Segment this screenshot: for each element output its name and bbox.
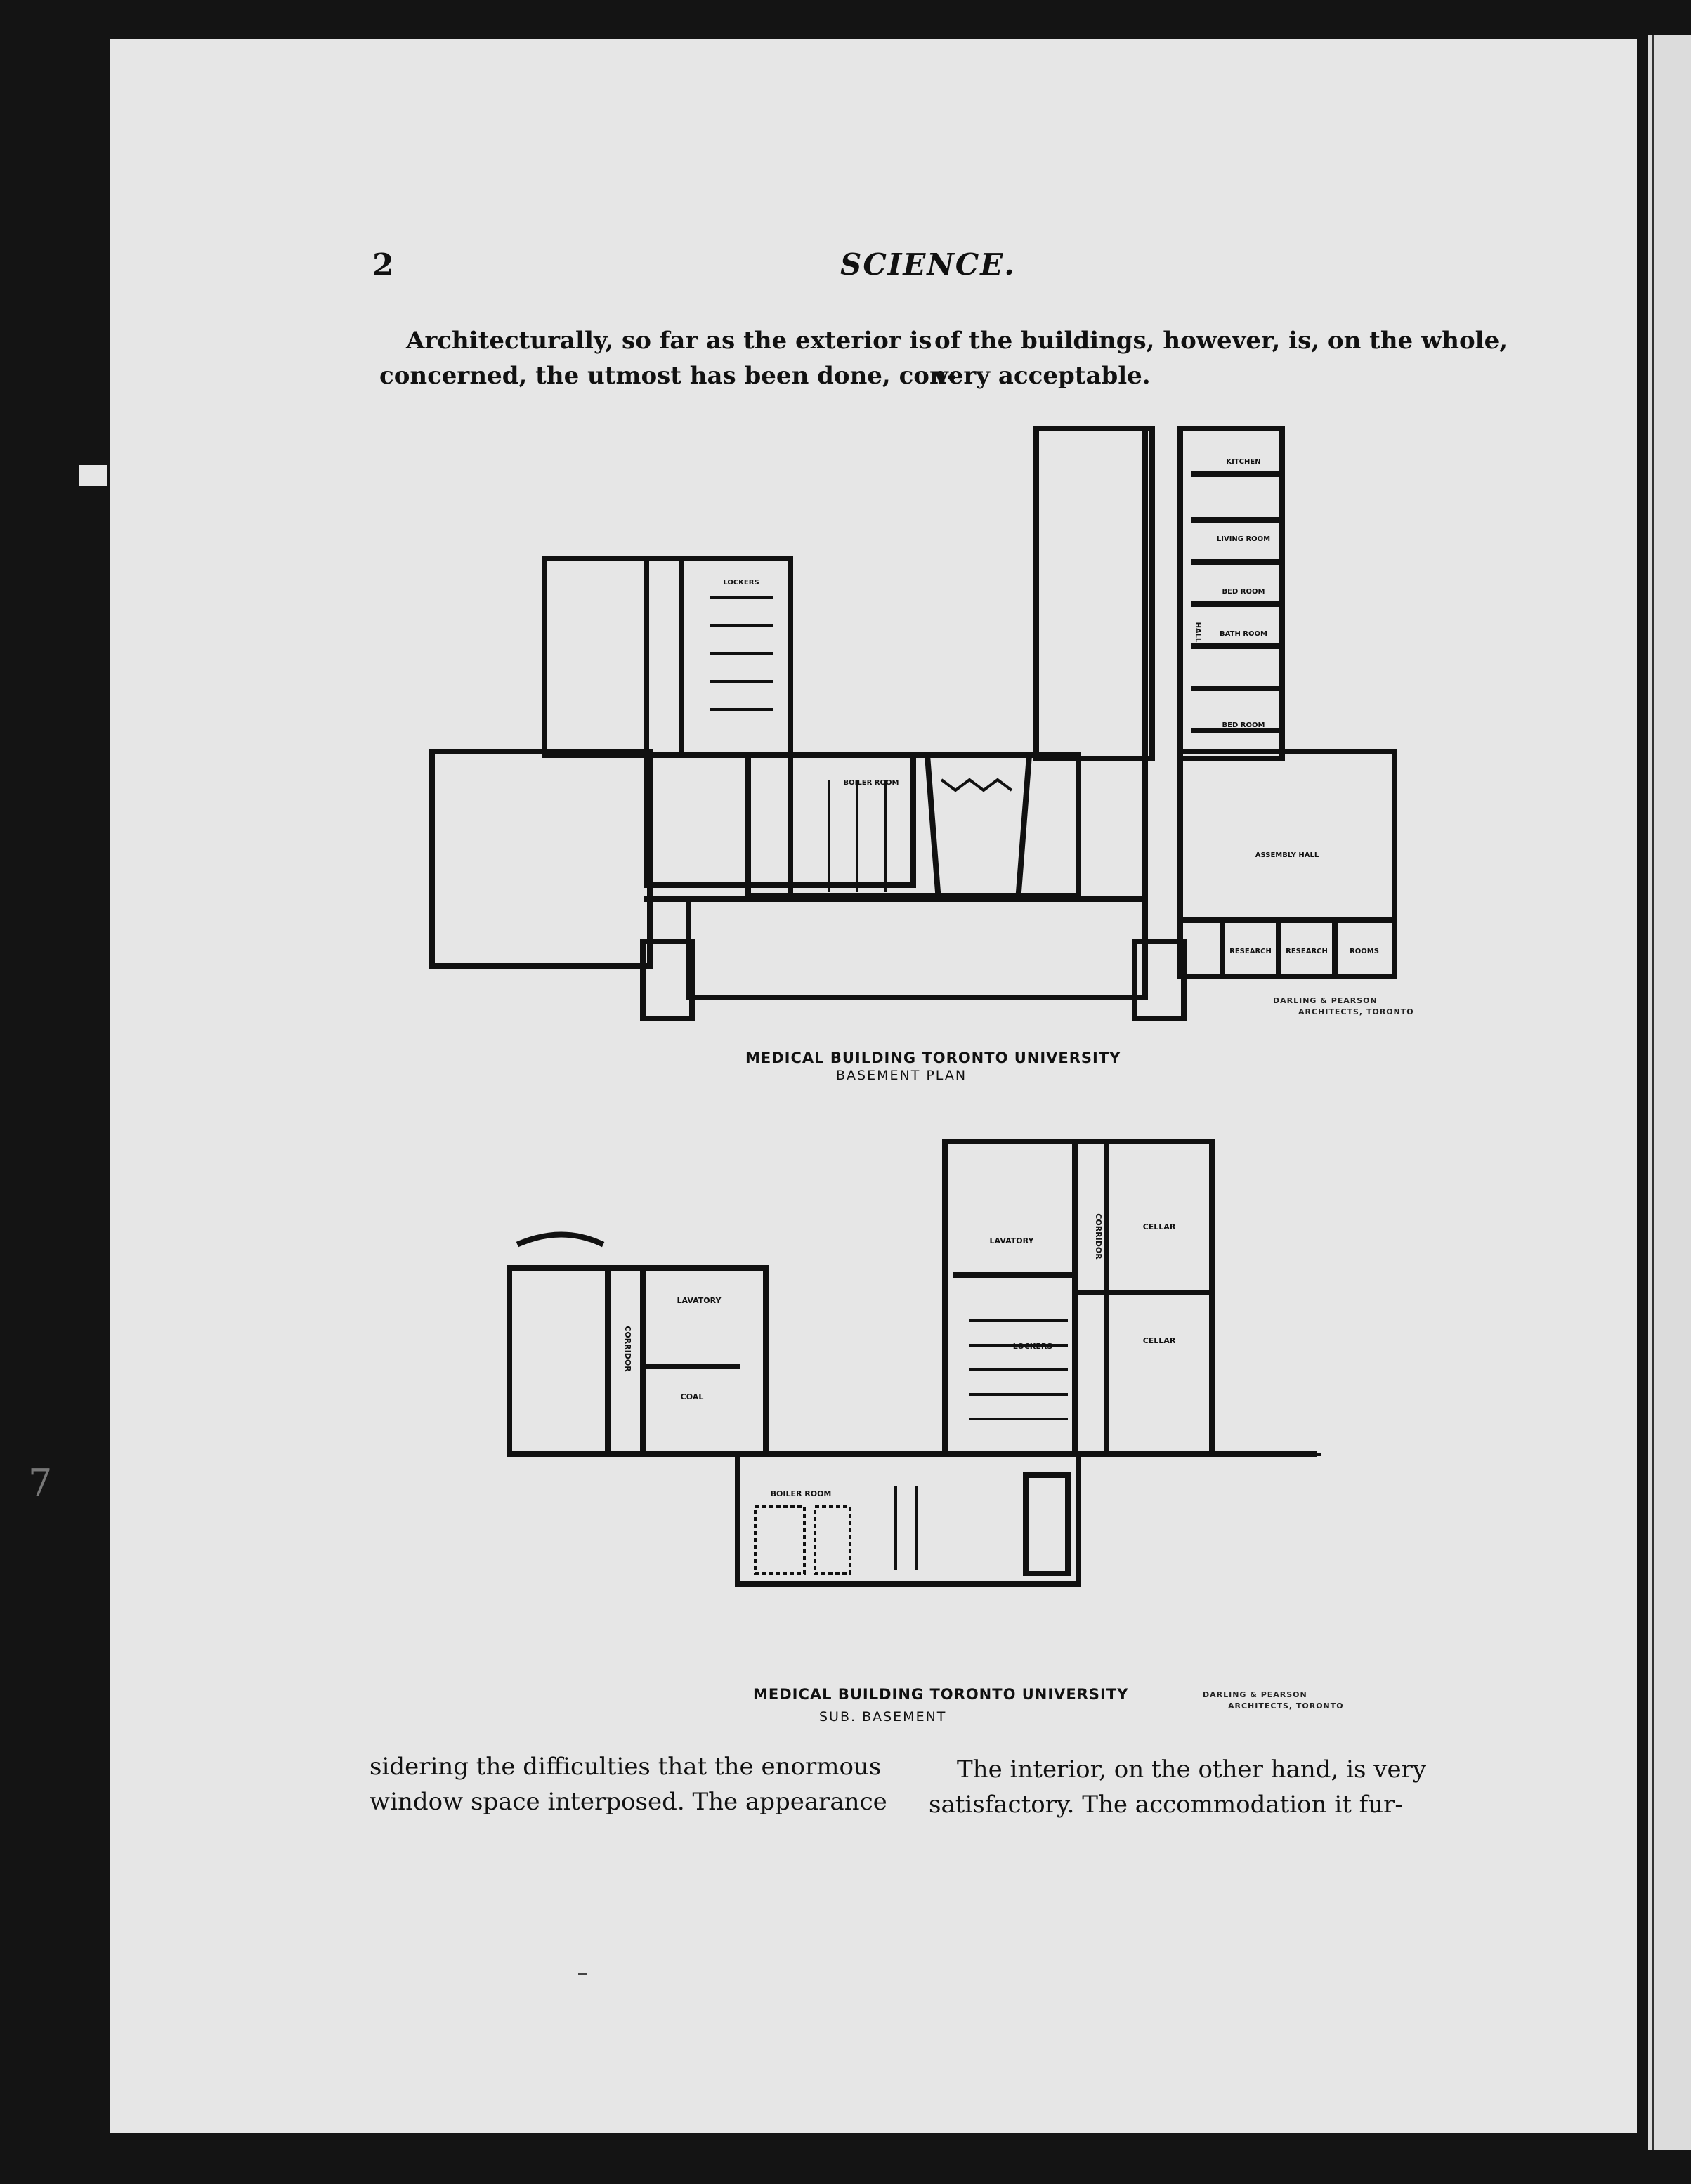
plan-label-coal: COAL (680, 1392, 704, 1401)
plan-label-lockers: LOCKERS (1012, 1342, 1053, 1351)
closing-right-line: The interior, on the other hand, is very (957, 1755, 1427, 1784)
intro-left-column (379, 323, 957, 393)
page-tab-mark (79, 465, 107, 486)
plan-label-cellar: CELLAR (1142, 1222, 1176, 1231)
plan-label-cellar: CELLAR (1142, 1336, 1176, 1345)
plan-label-boiler-room: BOILER ROOM (770, 1489, 832, 1498)
intro-left-line: concerned, the utmost has been done, con- (379, 362, 957, 390)
running-head: SCIENCE. (840, 247, 1016, 282)
plan-label-boiler-room: BOILER ROOM (843, 779, 899, 787)
closing-left-line: window space interposed. The appearance (370, 1788, 887, 1816)
sub-basement-floor-plan (478, 1117, 1335, 1609)
plan-label-living-room: LIVING ROOM (1216, 535, 1271, 543)
closing-right-column (929, 1752, 1426, 1822)
plan-label-kitchen: KITCHEN (1226, 458, 1261, 466)
margin-mark: 7 (28, 1461, 53, 1505)
intro-left-line: Architecturally, so far as the exterior is (406, 327, 932, 355)
plan-label-research: RESEARCH (1229, 948, 1272, 955)
plan-label-lockers: LOCKERS (723, 579, 759, 587)
facing-page-edge (1648, 35, 1691, 2150)
plan-label-rooms: ROOMS (1350, 948, 1379, 955)
plan-label-bed-room: BED ROOM (1222, 721, 1265, 729)
plan-label-lavatory: LAVATORY (989, 1236, 1034, 1245)
intro-right-line: of the buildings, however, is, on the whole, (934, 327, 1508, 355)
plan-label-bed-room: BED ROOM (1222, 588, 1265, 596)
plan-label-corridor: CORRIDOR (623, 1326, 632, 1372)
plan-label-lavatory: LAVATORY (677, 1296, 722, 1305)
plan-label-bath-room: BATH ROOM (1220, 630, 1267, 638)
sub-basement-caption-title: MEDICAL BUILDING TORONTO UNIVERSITY (753, 1686, 1129, 1703)
basement-credit-line1: DARLING & PEARSON (1273, 996, 1378, 1005)
basement-credit-line2: ARCHITECTS, TORONTO (1298, 1007, 1414, 1016)
basement-caption-sub: BASEMENT PLAN (836, 1068, 967, 1083)
sub-basement-caption-sub: SUB. BASEMENT (819, 1709, 947, 1725)
intro-right-column (934, 323, 1508, 393)
basement-floor-plan (422, 421, 1419, 1054)
footer-mark (578, 1973, 587, 1975)
closing-left-column (370, 1749, 887, 1819)
page-binding-line (1652, 35, 1654, 2150)
sub-basement-credit-line2: ARCHITECTS, TORONTO (1228, 1701, 1344, 1711)
plan-label-research: RESEARCH (1286, 948, 1328, 955)
plan-label-assembly-hall: ASSEMBLY HALL (1255, 851, 1319, 859)
intro-right-line: very acceptable. (934, 362, 1151, 390)
plan-label-corridor: CORRIDOR (1094, 1213, 1103, 1260)
closing-right-line: satisfactory. The accommodation it fur- (929, 1791, 1403, 1819)
plan-label-hall: HALL (1194, 622, 1201, 643)
basement-caption-title: MEDICAL BUILDING TORONTO UNIVERSITY (745, 1050, 1121, 1066)
sub-basement-credit-line1: DARLING & PEARSON (1203, 1690, 1307, 1699)
page-number: 2 (372, 247, 394, 283)
closing-left-line: sidering the difficulties that the enormous (370, 1753, 882, 1781)
